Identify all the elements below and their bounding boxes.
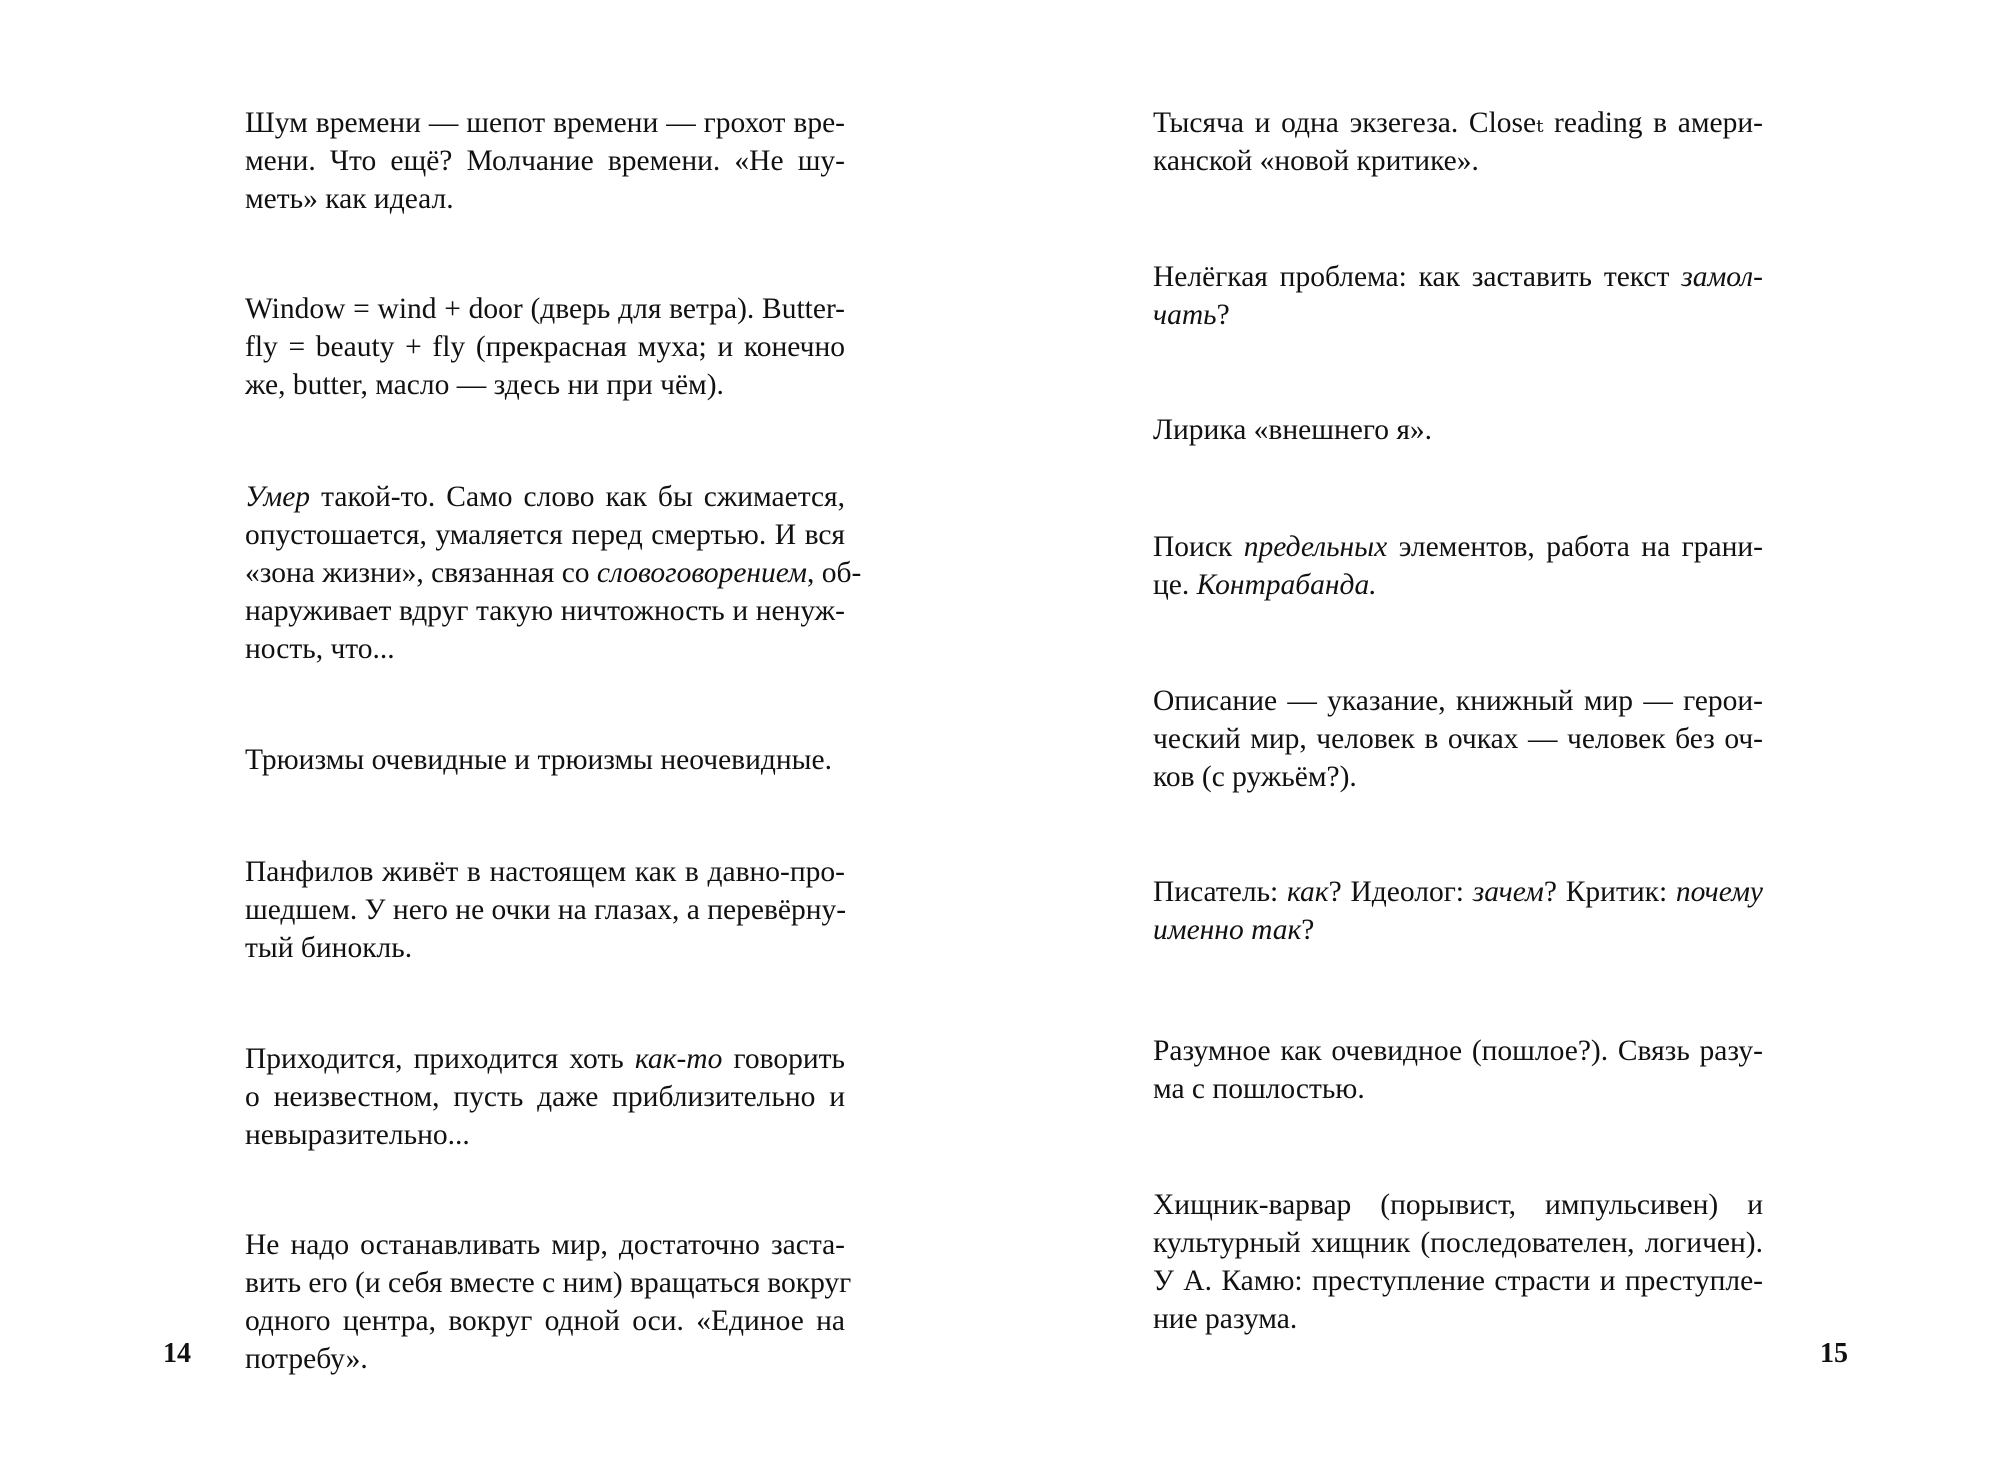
text-line: шедшем. У него не очки на глазах, а перевёрну- (245, 894, 847, 926)
italic-text: словоговорением (596, 557, 807, 589)
italic-text: Умер (245, 481, 311, 513)
italic-text: чать (1153, 299, 1217, 331)
text-span: «зона жизни», связанная со (245, 557, 597, 589)
text-line: Не надо останавливать мир, достаточно заста- (245, 1229, 845, 1261)
text-span: Писатель: (1153, 876, 1287, 908)
paragraph (245, 290, 845, 404)
right-page (1000, 0, 2000, 1471)
text-span: такой-то. Само слово как бы сжимается, (310, 481, 845, 513)
paragraph (245, 853, 845, 967)
text-line: ность, что... (245, 633, 395, 665)
text-line: мени. Что ещё? Молчание времени. «Не шу- (245, 145, 845, 177)
italic-text: почему (1675, 876, 1763, 908)
paragraph (1153, 1186, 1763, 1338)
text-line: Лирика «внешнего я». (1153, 414, 1433, 446)
page-number: 15 (1820, 1338, 1848, 1369)
paragraph (1153, 1032, 1763, 1108)
text-line (1153, 528, 1763, 566)
page-number: 14 (163, 1338, 191, 1369)
text-span: це. (1153, 569, 1197, 601)
text-line: одного центра, вокруг одной оси. «Единое на (245, 1305, 845, 1337)
text-span: Нелёгкая проблема: как заставить текст (1153, 261, 1682, 293)
text-span: Поиск (1153, 531, 1244, 563)
text-line: Описание — указание, книжный мир — герои- (1153, 685, 1763, 717)
text-line: меть» как идеал. (245, 183, 454, 215)
text-line: о неизвестном, пусть даже приблизительно и (245, 1081, 845, 1113)
text-line: ческий мир, человек в очках — человек без оч- (1153, 723, 1763, 755)
paragraph (245, 104, 845, 218)
text-span: говорить (722, 1043, 845, 1075)
text-span: ? (1216, 299, 1230, 331)
paragraph (1153, 258, 1763, 334)
paragraph (245, 1226, 852, 1378)
text-line: Панфилов живёт в настоящем как в давно-про- (245, 856, 845, 888)
text-line: Разумное как очевидное (пошлое?). Связь разу- (1153, 1035, 1763, 1067)
paragraph (1153, 104, 1763, 180)
italic-text: Контрабанда. (1196, 569, 1377, 601)
text-line (1153, 296, 1763, 334)
text-line: невыразительно... (245, 1119, 470, 1151)
text-line (1153, 566, 1763, 604)
text-line: ма с пошлостью. (1153, 1073, 1365, 1105)
text-line: тый бинокль. (245, 932, 413, 964)
paragraph (245, 478, 862, 668)
text-line: Window = wind + door (дверь для ветра). Butter- (245, 293, 845, 325)
text-line (1153, 911, 1763, 949)
text-line: же, butter, масло — здесь ни при чём). (245, 369, 724, 401)
italic-text: предельных (1243, 531, 1388, 563)
text-line (1153, 258, 1763, 296)
italic-text: зачем (1472, 876, 1544, 908)
paragraph (1153, 528, 1763, 604)
text-line: У А. Камю: преступление страсти и преступле- (1153, 1265, 1763, 1297)
text-line: культурный хищник (последователен, логичен). (1153, 1227, 1763, 1259)
text-line (245, 1040, 845, 1078)
paragraph (1153, 411, 1763, 449)
text-span: ? (1301, 914, 1315, 946)
paragraph (1153, 682, 1763, 796)
italic-text: как-то (634, 1043, 723, 1075)
text-line: опустошается, умаляется перед смертью. И вся (245, 519, 845, 551)
text-span: ? Критик: (1543, 876, 1676, 908)
text-span: элементов, работа на грани- (1387, 531, 1763, 563)
text-line: вить его (и себя вместе с ним) вращаться вокруг (245, 1267, 852, 1299)
text-span: Приходится, приходится хоть (245, 1043, 635, 1075)
text-span: ? Идеолог: (1328, 876, 1473, 908)
italic-text: именно так (1153, 914, 1302, 946)
text-line: Хищник-варвар (порывист, импульсивен) и (1153, 1189, 1763, 1221)
text-line: Трюизмы очевидные и трюизмы неочевидные. (245, 744, 832, 776)
text-line: ков (с ружьём?). (1153, 761, 1357, 793)
text-line: ние разума. (1153, 1303, 1298, 1335)
text-line: fly = beauty + fly (прекрасная муха; и конечно (245, 331, 845, 363)
text-line (245, 554, 862, 592)
paragraph (245, 1040, 845, 1154)
text-line: Шум времени — шепот времени — грохот вре- (245, 107, 845, 139)
text-line (245, 478, 845, 516)
italic-text: как (1286, 876, 1329, 908)
paragraph (245, 741, 845, 779)
text-line: канской «новой критике». (1153, 145, 1479, 177)
text-line: Тысяча и одна экзегеза. Closeₜ reading в амери- (1153, 107, 1763, 139)
paragraph (1153, 873, 1763, 949)
italic-text: замол- (1681, 261, 1763, 293)
text-line (1153, 873, 1763, 911)
text-span: , об- (807, 557, 862, 589)
text-line: потребу». (245, 1343, 368, 1375)
text-line: наруживает вдруг такую ничтожность и ненуж- (245, 595, 845, 627)
